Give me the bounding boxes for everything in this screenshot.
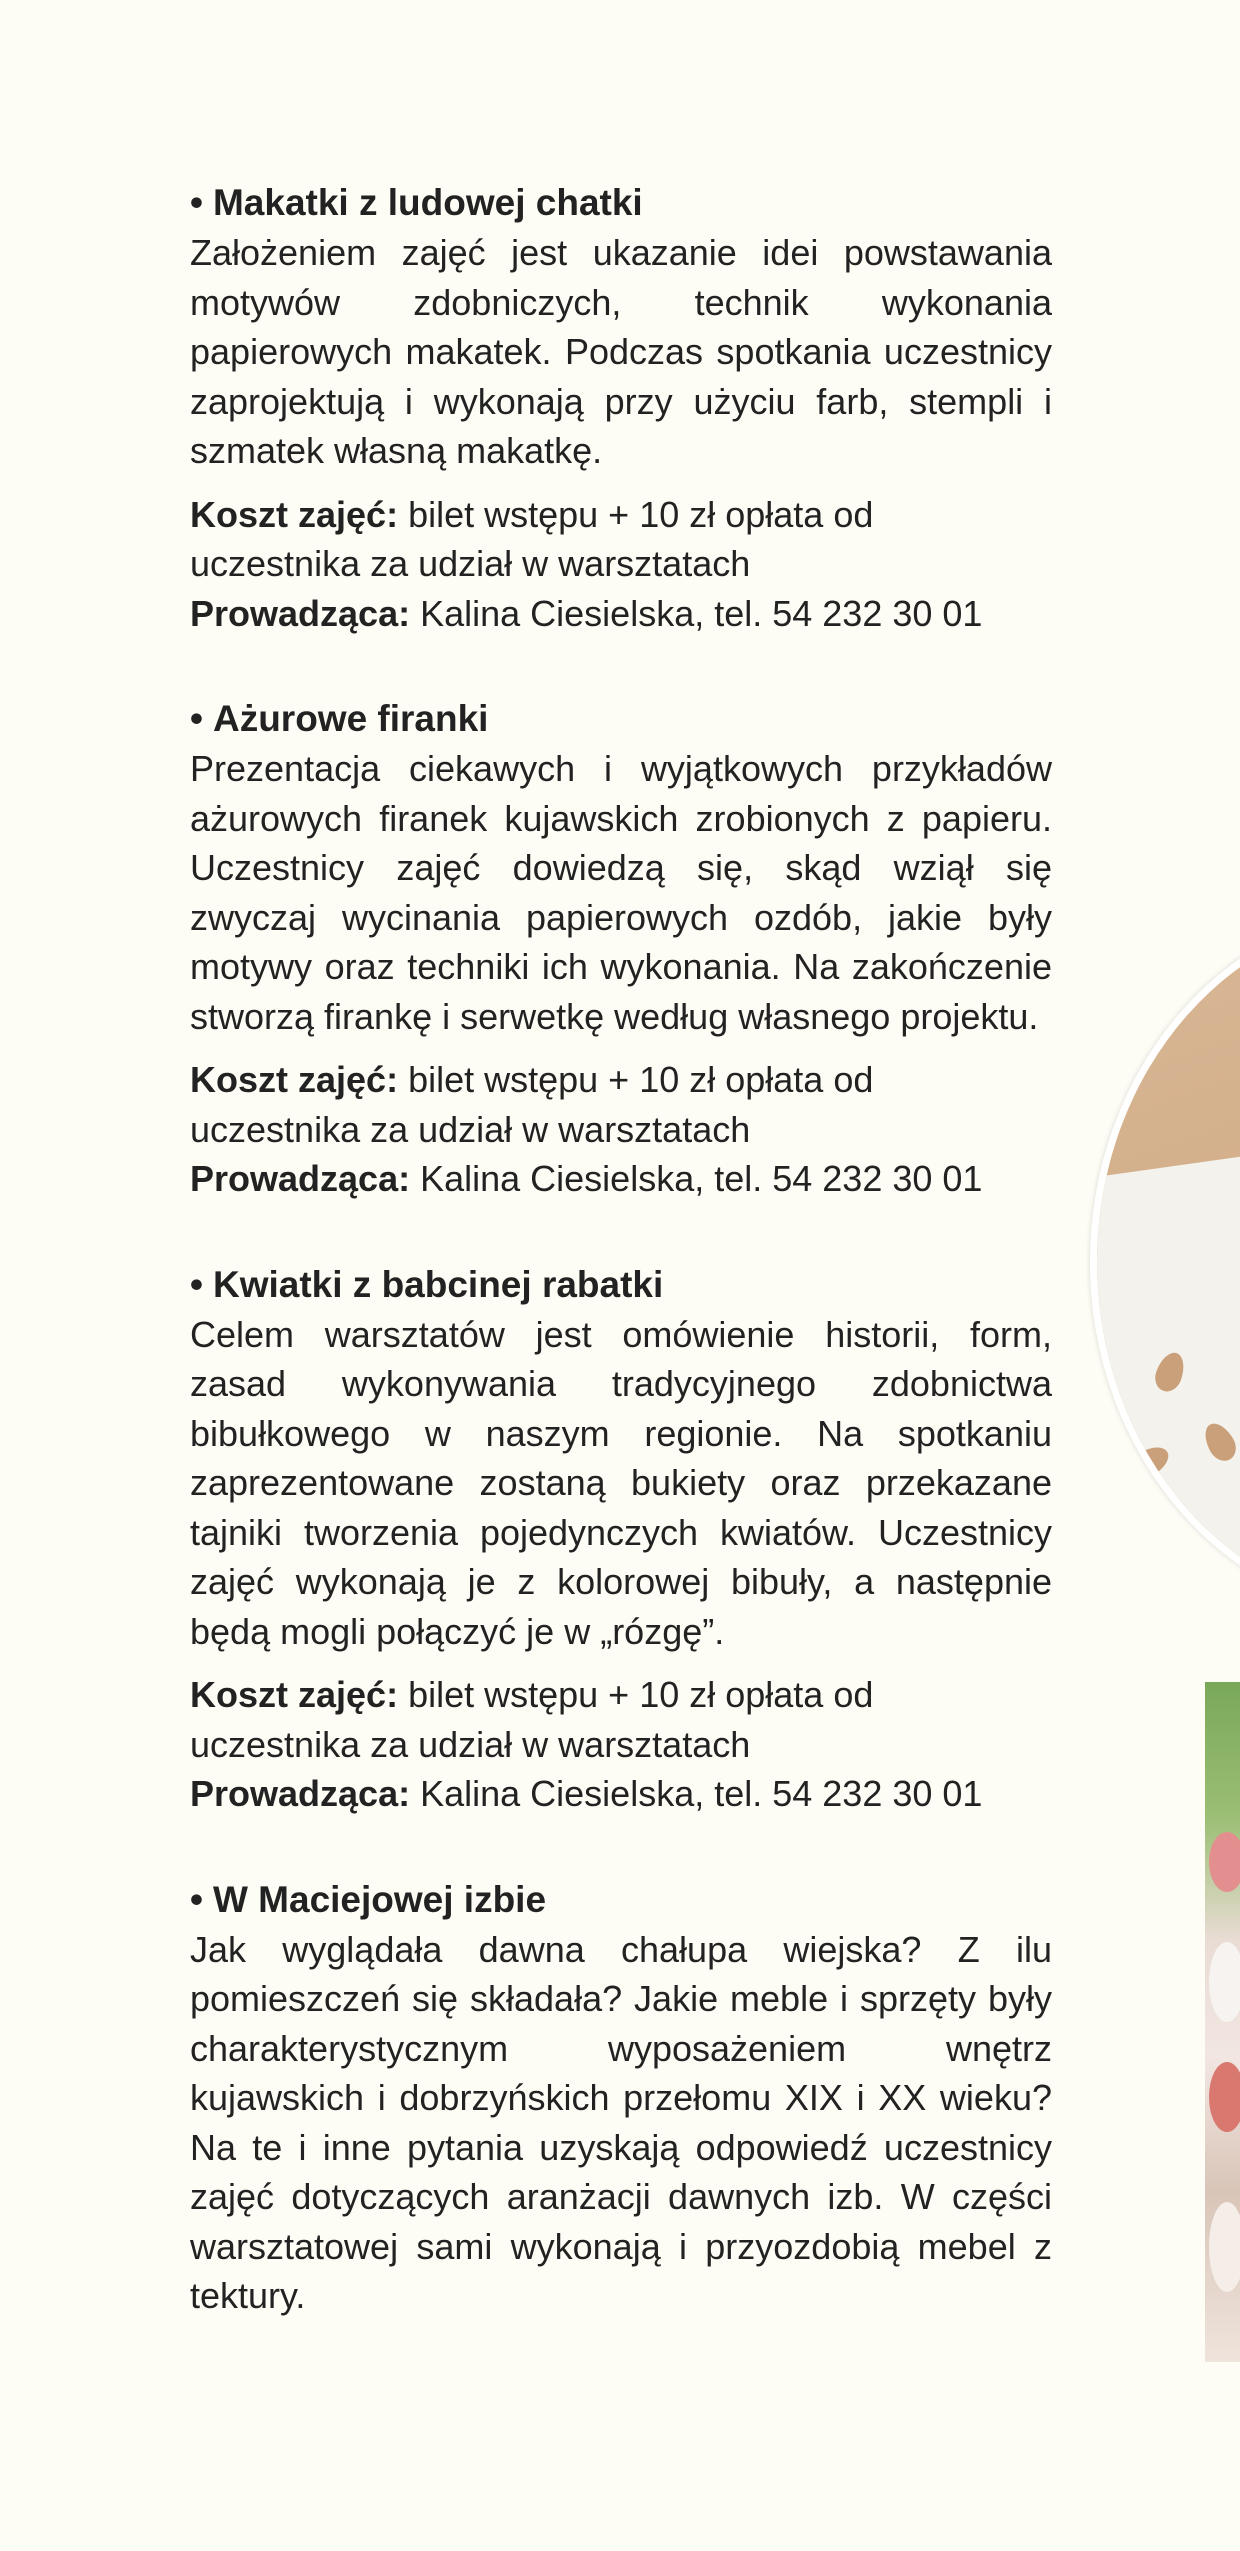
cost-line <box>190 490 1052 589</box>
workshop-section-izba <box>190 1875 1052 2321</box>
host-line <box>190 1154 1052 1204</box>
paper-flower-photo <box>1205 1682 1240 2362</box>
section-info <box>190 1670 1052 1819</box>
host-text: Kalina Ciesielska, tel. 54 232 30 01 <box>410 592 983 634</box>
flower-petal <box>1209 2062 1240 2132</box>
section-title <box>190 178 1052 228</box>
section-title <box>190 694 1052 744</box>
section-title-text: W Maciejowej izbie <box>212 1878 547 1920</box>
bullet: • <box>190 1263 203 1305</box>
section-title <box>190 1260 1052 1310</box>
bullet: • <box>190 182 203 223</box>
flower-petal <box>1209 1832 1240 1892</box>
section-description: Celem warsztatów jest omówienie historii, form, zasad wykonywania tradycyjnego zdobnictwa bibułkowego w naszym regionie. Na spotkaniu zaprezentowane zostaną bukiety oraz przekazane tajniki tworzenia pojedynczych kwiatów. Uczestnicy zajęć wykonają je z kolorowej bibuły, a następnie będą mogli połączyć je w „rózgę”. <box>190 1313 1052 1652</box>
cost-text: bilet wstępu + 10 zł opłata od uczestnika za udział w warsztatach <box>190 1674 874 1765</box>
bullet: • <box>190 698 203 739</box>
host-label: Prowadząca: <box>190 1158 411 1199</box>
workshop-section-makatki <box>190 178 1052 638</box>
section-info <box>190 1055 1052 1204</box>
host-label: Prowadząca: <box>190 592 411 634</box>
cost-label: Koszt zajęć: <box>190 1674 399 1715</box>
section-description: Prezentacja ciekawych i wyjątkowych przykładów ażurowych firanek kujawskich zrobionych z papieru. Uczestnicy zajęć dowiedzą się, skąd wziął się zwyczaj wycinania papierowych ozdób, jakie były motywy oraz techniki ich wykonania. Na zakończenie stworzą firankę i serwetkę według własnego projektu. <box>190 748 1052 1037</box>
section-title-text: Kwiatki z babcinej rabatki <box>212 1263 664 1305</box>
cost-text: bilet wstępu + 10 zł opłata od uczestnika za udział w warsztatach <box>190 493 874 584</box>
workshop-list <box>190 178 1052 2377</box>
section-description: Jak wyglądała dawna chałupa wiejska? Z ilu pomieszczeń się składała? Jakie meble i sprzęty były charakterystycznym wyposażeniem wnętrz kujawskich i dobrzyńskich przełomu XIX i XX wieku? Na te i inne pytania uzyskają odpowiedź uczestnicy zajęć dotyczących aranżacji dawnych izb. W części warsztatowej sami wykonają i przyozdobią mebel z tektury. <box>190 1928 1052 2316</box>
section-description: Założeniem zajęć jest ukazanie idei powstawania motywów zdobniczych, technik wykonania papierowych makatek. Podczas spotkania uczestnicy zaprojektują i wykonają przy użyciu farb, stempli i szmatek własną makatkę. <box>190 232 1052 471</box>
section-info <box>190 490 1052 639</box>
section-title-text: Makatki z ludowej chatki <box>212 182 643 223</box>
bullet: • <box>190 1878 203 1920</box>
flower-petal <box>1209 1942 1240 2022</box>
cost-line <box>190 1055 1052 1154</box>
section-title-text: Ażurowe firanki <box>212 698 489 739</box>
paper-cutout-photo <box>1090 905 1240 1619</box>
cost-line <box>190 1670 1052 1769</box>
host-text: Kalina Ciesielska, tel. 54 232 30 01 <box>410 1158 983 1199</box>
workshop-section-kwiatki <box>190 1260 1052 1819</box>
host-text: Kalina Ciesielska, tel. 54 232 30 01 <box>410 1773 983 1814</box>
host-label: Prowadząca: <box>190 1773 411 1814</box>
host-line <box>190 1769 1052 1819</box>
section-title <box>190 1875 1052 1925</box>
cost-label: Koszt zajęć: <box>190 493 399 535</box>
flower-petal <box>1209 2202 1240 2292</box>
cost-label: Koszt zajęć: <box>190 1059 399 1100</box>
cost-text: bilet wstępu + 10 zł opłata od uczestnika za udział w warsztatach <box>190 1059 874 1150</box>
host-line <box>190 589 1052 639</box>
workshop-section-firanki <box>190 694 1052 1204</box>
